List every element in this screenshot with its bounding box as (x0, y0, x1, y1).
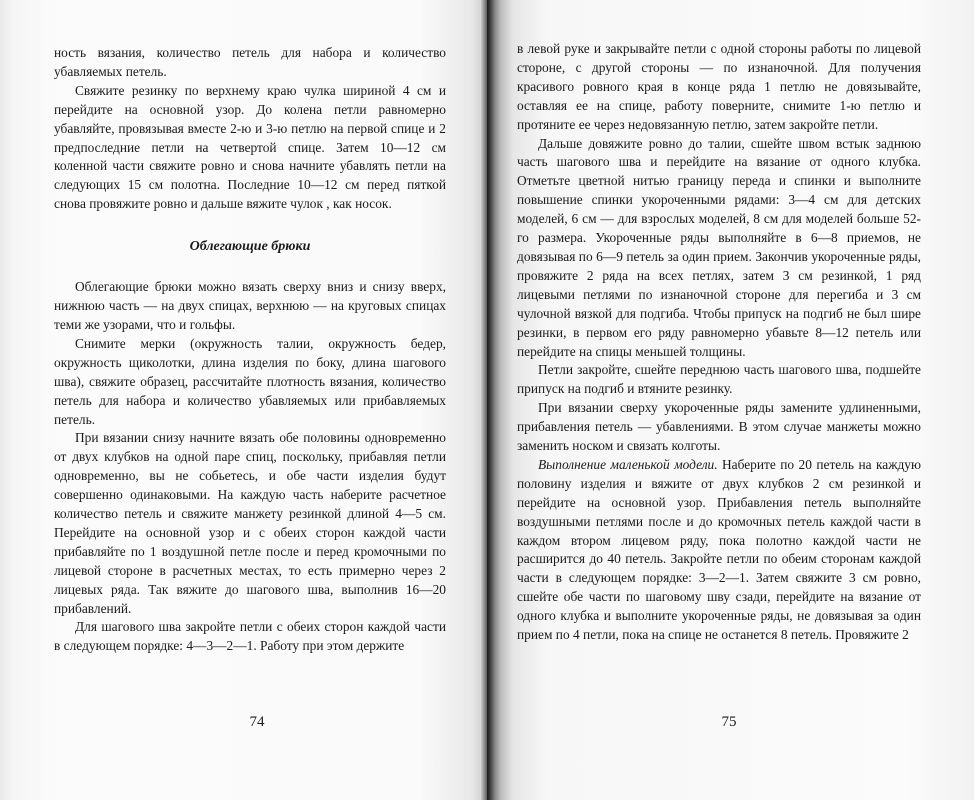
left-paragraph-1: ность вязания, количество петель для набора и количество убавляемых петель. (54, 45, 446, 79)
left-paragraph-4: Снимите мерки (окружность талии, окружность бедер, окружность щиколотки, длина изделия по боку, длина шагового шва), свяжите образец, рассчитайте плотность вязания, количество петель для набора и количество убавляемых или прибавляемых петель. (54, 335, 446, 427)
right-page-text (517, 40, 921, 645)
paragraph-lead-italic: Выполнение маленькой модели. (538, 456, 718, 472)
right-paragraph-1: в левой руке и закрывайте петли с одной стороны работы по лицевой стороне, с другой стороны — по изнаночной. Для получения красивого ровного края в конце ряда 1 петлю не довязывайте, оставляя ее на спице, работу поверните, снимите 1-ю петлю и протяните ее через недовязанную петлю, затем закройте петли. (517, 41, 921, 132)
right-paragraph-5 (517, 456, 921, 645)
section-heading: Облегающие брюки (189, 239, 311, 255)
right-paragraph-3: Петли закройте, сшейте переднюю часть шагового шва, подшейте припуск на подгиб и втяните резинку. (517, 362, 921, 397)
left-paragraph-5: При вязании снизу начните вязать обе половины одновременно от двух клубков на одной паре спиц, поскольку, прибавляя петли одновременно, вы не собьетесь, и обе части изделия будут совершенно одинаковыми. На каждую часть наберите расчетное количество петель и свяжите манжету резинкой длиной 4—5 см. Перейдите на основной узор и с обеих сторон каждой части прибавляйте по 1 воздушной петле после и перед кромочными по лицевой стороне в расчетных местах, то есть примерно через 2 лицевых ряда. Так вяжите до шагового шва, выполнив 16—20 прибавлений. (54, 430, 446, 616)
left-paragraph-3: Облегающие брюки можно вязать сверху вниз и снизу вверх, нижнюю часть — на двух спицах, верхнюю — на круговых спицах теми же узорами, что и гольфы. (54, 279, 446, 332)
left-paragraph-2: Свяжите резинку по верхнему краю чулка шириной 4 см и перейдите на основной узор. До колена петли равномерно убавляйте, провязывая вместе 2-ю и 3-ю петлю на первой спице и 2 предпоследние петли на четвертой спице. Затем 10—12 см коленной части свяжите ровно и снова начните убавлять петли на следующих 15 см полотна. Последние 10—12 см перед пяткой снова провяжите ровно и дальше вяжите чулок , как носок. (54, 82, 446, 212)
left-page-text (54, 44, 446, 656)
right-paragraph-2: Дальше довяжите ровно до талии, сшейте швом встык заднюю часть шагового шва и перейдите на вязание от одного клубка. Отметьте цветной нитью границу переда и спинки и выполните повышение спинки укороченными рядами: 3—4 см для детских моделей, 6 см — для взрослых моделей, 8 см для моделей больше 52-го размера. Укороченные ряды выполняйте в 6—8 приемов, не довязывая по 6—9 петель за один прием. Закончив укороченные ряды, провяжите 2 ряда на всех петлях, затем 3 см резинкой, 1 ряд лицевыми петлями по изнаночной стороне для перегиба и 3 см чулочной вязкой для подгиба. Чтобы припуск на подгиб не был шире резинки, в первом его ряду равномерно убавьте 8—12 петель или перейдите на спицы меньшей толщины. (517, 135, 921, 359)
book-gutter-shadow (481, 0, 495, 800)
left-paragraph-6: Для шагового шва закройте петли с обеих сторон каждой части в следующем порядке: 4—3—2—1. Работу при этом держите (54, 619, 446, 654)
paragraph-rest: Наберите по 20 петель на каждую половину изделия и вяжите от двух клубков 2 см резинкой и перейдите на основной узор. Прибавления петель выполняйте воздушными петлями после и до кромочных петель каждой части в каждом втором лицевом ряду, пока полотно каждой части не расширится до 40 петель. Закройте петли по обеим сторонам каждой части в следующем порядке: 3—2—1. Затем свяжите 3 см ровно, сшейте обе части по шаговому шву сзади, перейдите на вязание от одного клубка и выполните укороченные ряды, не довязывая за один прием по 4 петли, пока на спице не останется 8 петель. Провяжите 2 (517, 456, 921, 643)
right-paragraph-4: При вязании сверху укороченные ряды замените удлиненными, прибавления петель — убавлениями. В этом случае манжеты можно заменить носком и связать колготы. (517, 400, 921, 454)
page-number-left: 74 (249, 714, 265, 730)
right-page (487, 0, 974, 800)
page-number-right: 75 (721, 714, 737, 730)
